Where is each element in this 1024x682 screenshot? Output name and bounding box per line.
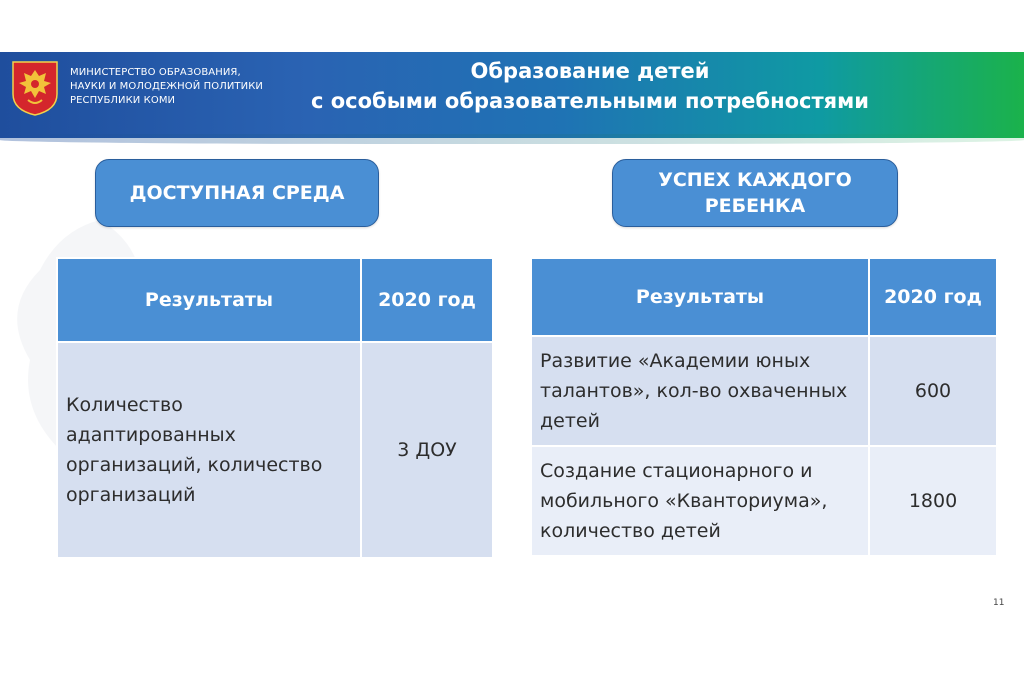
ministry-line: РЕСПУБЛИКИ КОМИ: [70, 95, 176, 106]
every-child-success-table: [530, 257, 998, 557]
table-row: [531, 446, 997, 556]
title-line-2: с особыми образовательными потребностями: [310, 89, 870, 113]
column-header-year: 2020 год: [869, 258, 997, 336]
ministry-line: НАУКИ И МОЛОДЕЖНОЙ ПОЛИТИКИ: [70, 81, 263, 92]
section-heading-label: ДОСТУПНАЯ СРЕДА: [129, 182, 345, 204]
section-heading-every-child-success: [612, 159, 898, 227]
komi-emblem-icon: [11, 60, 59, 116]
section-heading-line-1: УСПЕХ КАЖДОГО: [658, 169, 852, 191]
row-label: Создание стационарного и мобильного «Кванториума», количество детей: [531, 446, 869, 556]
table-header-row: [531, 258, 997, 336]
section-heading-accessible-environment: [95, 159, 379, 227]
title-line-1: Образование детей: [470, 59, 710, 83]
column-header-year: 2020 год: [361, 258, 493, 342]
table-row: [57, 342, 493, 558]
row-value: 3 ДОУ: [361, 342, 493, 558]
column-header-results: Результаты: [531, 258, 869, 336]
table-header-row: [57, 258, 493, 342]
page-title: [240, 56, 940, 116]
column-header-results: Результаты: [57, 258, 361, 342]
page-number: 11: [993, 598, 1005, 608]
section-heading-line-2: РЕБЕНКА: [704, 195, 806, 217]
row-value: 600: [869, 336, 997, 446]
table-row: [531, 336, 997, 446]
row-label: Количество адаптированных организаций, количество организаций: [57, 342, 361, 558]
accessible-environment-table: [56, 257, 494, 559]
row-label: Развитие «Академии юных талантов», кол-во охваченных детей: [531, 336, 869, 446]
row-value: 1800: [869, 446, 997, 556]
ministry-line: МИНИСТЕРСТВО ОБРАЗОВАНИЯ,: [70, 67, 241, 78]
